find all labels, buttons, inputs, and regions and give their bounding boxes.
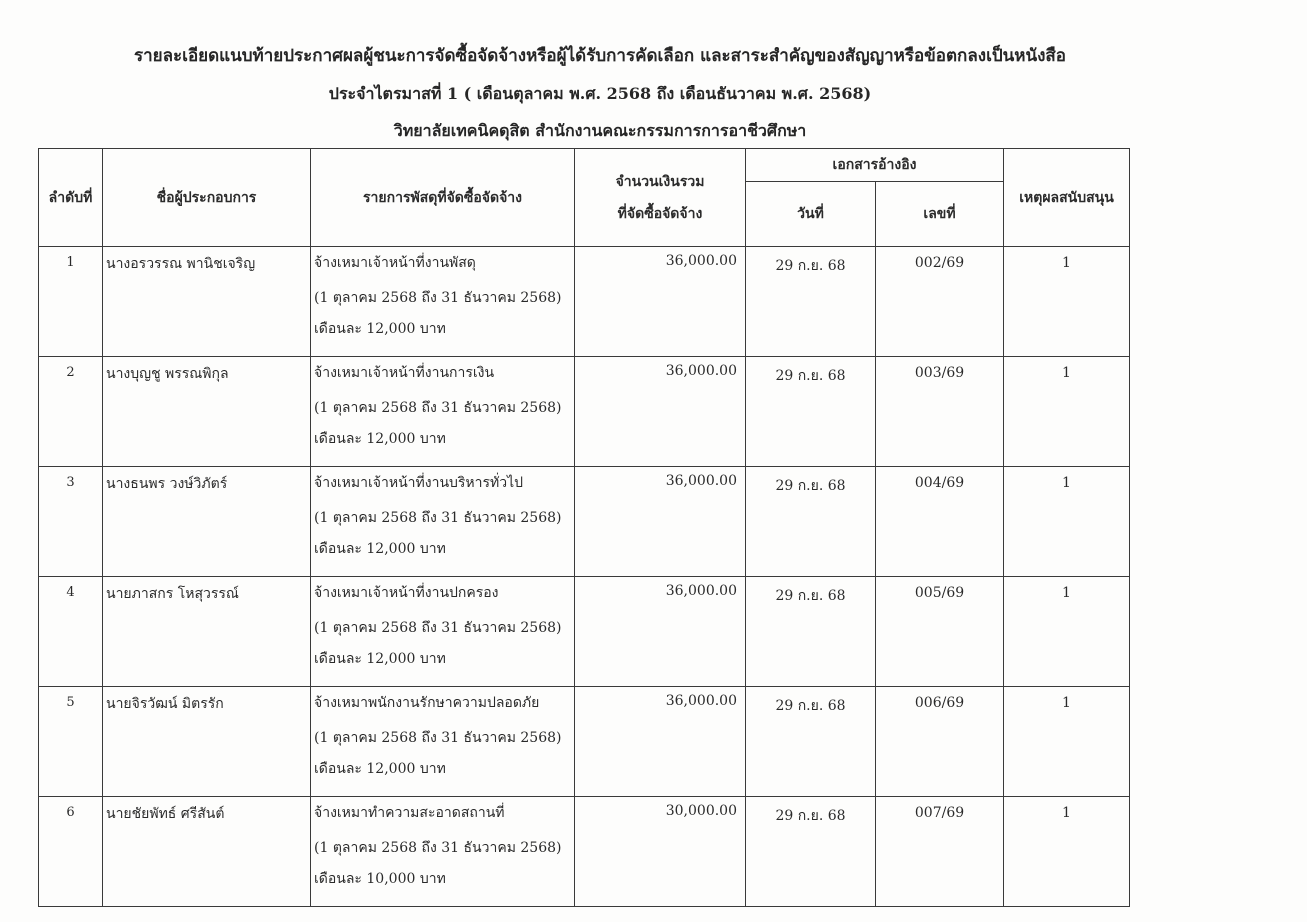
- vendor-name: นายชัยพัทธ์ ศรีสันต์: [103, 797, 311, 907]
- reason: 1: [1004, 247, 1130, 357]
- table-row: [39, 687, 1130, 797]
- reference-number: 006/69: [876, 687, 1004, 797]
- vendor-name: นางธนพร วงษ์วิภัตร์: [103, 467, 311, 577]
- vendor-name: นายจิรวัฒน์ มิตรรัก: [103, 687, 311, 797]
- item-description: [311, 357, 575, 467]
- item-period: (1 ตุลาคม 2568 ถึง 31 ธันวาคม 2568): [314, 400, 562, 416]
- column-header-no: ลำดับที่: [39, 149, 103, 247]
- column-header-reason: เหตุผลสนับสนุน: [1004, 149, 1130, 247]
- column-header-amount: [575, 149, 746, 247]
- item-rate: เดือนละ 12,000 บาท: [314, 651, 446, 667]
- reference-number: 007/69: [876, 797, 1004, 907]
- item-title: จ้างเหมาทำความสะอาดสถานที่: [314, 805, 505, 821]
- column-header-ref-number: เลขที่: [876, 182, 1004, 247]
- document-period: ประจำไตรมาสที่ 1 ( เดือนตุลาคม พ.ศ. 2568 ถึง เดือนธันวาคม พ.ศ. 2568): [328, 84, 872, 103]
- reference-date: 29 ก.ย. 68: [746, 247, 876, 357]
- column-header-amount-line2: ที่จัดซื้อจัดจ้าง: [617, 205, 703, 222]
- amount: 36,000.00: [575, 687, 746, 797]
- reference-number: 003/69: [876, 357, 1004, 467]
- item-description: [311, 577, 575, 687]
- row-number: 6: [39, 797, 103, 907]
- item-title: จ้างเหมาเจ้าหน้าที่งานการเงิน: [314, 365, 495, 381]
- column-header-vendor: ชื่อผู้ประกอบการ: [103, 149, 311, 247]
- item-description: [311, 247, 575, 357]
- item-description: [311, 687, 575, 797]
- table-row: [39, 357, 1130, 467]
- reference-date: 29 ก.ย. 68: [746, 797, 876, 907]
- item-rate: เดือนละ 12,000 บาท: [314, 761, 446, 777]
- vendor-name: นายภาสกร โหสุวรรณ์: [103, 577, 311, 687]
- row-number: 5: [39, 687, 103, 797]
- item-rate: เดือนละ 12,000 บาท: [314, 541, 446, 557]
- amount: 36,000.00: [575, 467, 746, 577]
- row-number: 1: [39, 247, 103, 357]
- amount: 36,000.00: [575, 247, 746, 357]
- column-header-item: รายการพัสดุที่จัดซื้อจัดจ้าง: [311, 149, 575, 247]
- reason: 1: [1004, 577, 1130, 687]
- item-title: จ้างเหมาพนักงานรักษาความปลอดภัย: [314, 695, 540, 711]
- reason: 1: [1004, 467, 1130, 577]
- row-number: 4: [39, 577, 103, 687]
- document-organization: วิทยาลัยเทคนิคดุสิต สำนักงานคณะกรรมการการอาชีวศึกษา: [393, 121, 807, 140]
- document-title: รายละเอียดแนบท้ายประกาศผลผู้ชนะการจัดซื้อจัดจ้างหรือผู้ได้รับการคัดเลือก และสาระสำคัญของสัญญาหรือข้อตกลงเป็นหนังสือ: [133, 46, 1067, 66]
- item-rate: เดือนละ 12,000 บาท: [314, 321, 446, 337]
- item-title: จ้างเหมาเจ้าหน้าที่งานปกครอง: [314, 585, 499, 601]
- column-header-amount-line1: จำนวนเงินรวม: [615, 173, 705, 190]
- item-period: (1 ตุลาคม 2568 ถึง 31 ธันวาคม 2568): [314, 840, 562, 856]
- reference-date: 29 ก.ย. 68: [746, 687, 876, 797]
- reference-date: 29 ก.ย. 68: [746, 577, 876, 687]
- reference-date: 29 ก.ย. 68: [746, 467, 876, 577]
- amount: 30,000.00: [575, 797, 746, 907]
- column-header-reference: เอกสารอ้างอิง: [746, 149, 1004, 182]
- item-period: (1 ตุลาคม 2568 ถึง 31 ธันวาคม 2568): [314, 510, 562, 526]
- item-title: จ้างเหมาเจ้าหน้าที่งานบริหารทั่วไป: [314, 475, 524, 491]
- item-period: (1 ตุลาคม 2568 ถึง 31 ธันวาคม 2568): [314, 620, 562, 636]
- item-title: จ้างเหมาเจ้าหน้าที่งานพัสดุ: [314, 255, 476, 271]
- row-number: 2: [39, 357, 103, 467]
- amount: 36,000.00: [575, 357, 746, 467]
- reason: 1: [1004, 687, 1130, 797]
- item-rate: เดือนละ 10,000 บาท: [314, 871, 446, 887]
- item-period: (1 ตุลาคม 2568 ถึง 31 ธันวาคม 2568): [314, 730, 562, 746]
- vendor-name: นางอรวรรณ พานิชเจริญ: [103, 247, 311, 357]
- reason: 1: [1004, 797, 1130, 907]
- table-row: [39, 577, 1130, 687]
- procurement-table: [38, 148, 1130, 907]
- item-description: [311, 467, 575, 577]
- item-period: (1 ตุลาคม 2568 ถึง 31 ธันวาคม 2568): [314, 290, 562, 306]
- item-rate: เดือนละ 12,000 บาท: [314, 431, 446, 447]
- reference-number: 004/69: [876, 467, 1004, 577]
- table-row: [39, 467, 1130, 577]
- reference-date: 29 ก.ย. 68: [746, 357, 876, 467]
- item-description: [311, 797, 575, 907]
- reference-number: 005/69: [876, 577, 1004, 687]
- table-row: [39, 247, 1130, 357]
- row-number: 3: [39, 467, 103, 577]
- reason: 1: [1004, 357, 1130, 467]
- column-header-ref-date: วันที่: [746, 182, 876, 247]
- table-row: [39, 797, 1130, 907]
- amount: 36,000.00: [575, 577, 746, 687]
- vendor-name: นางบุญชู พรรณพิกุล: [103, 357, 311, 467]
- reference-number: 002/69: [876, 247, 1004, 357]
